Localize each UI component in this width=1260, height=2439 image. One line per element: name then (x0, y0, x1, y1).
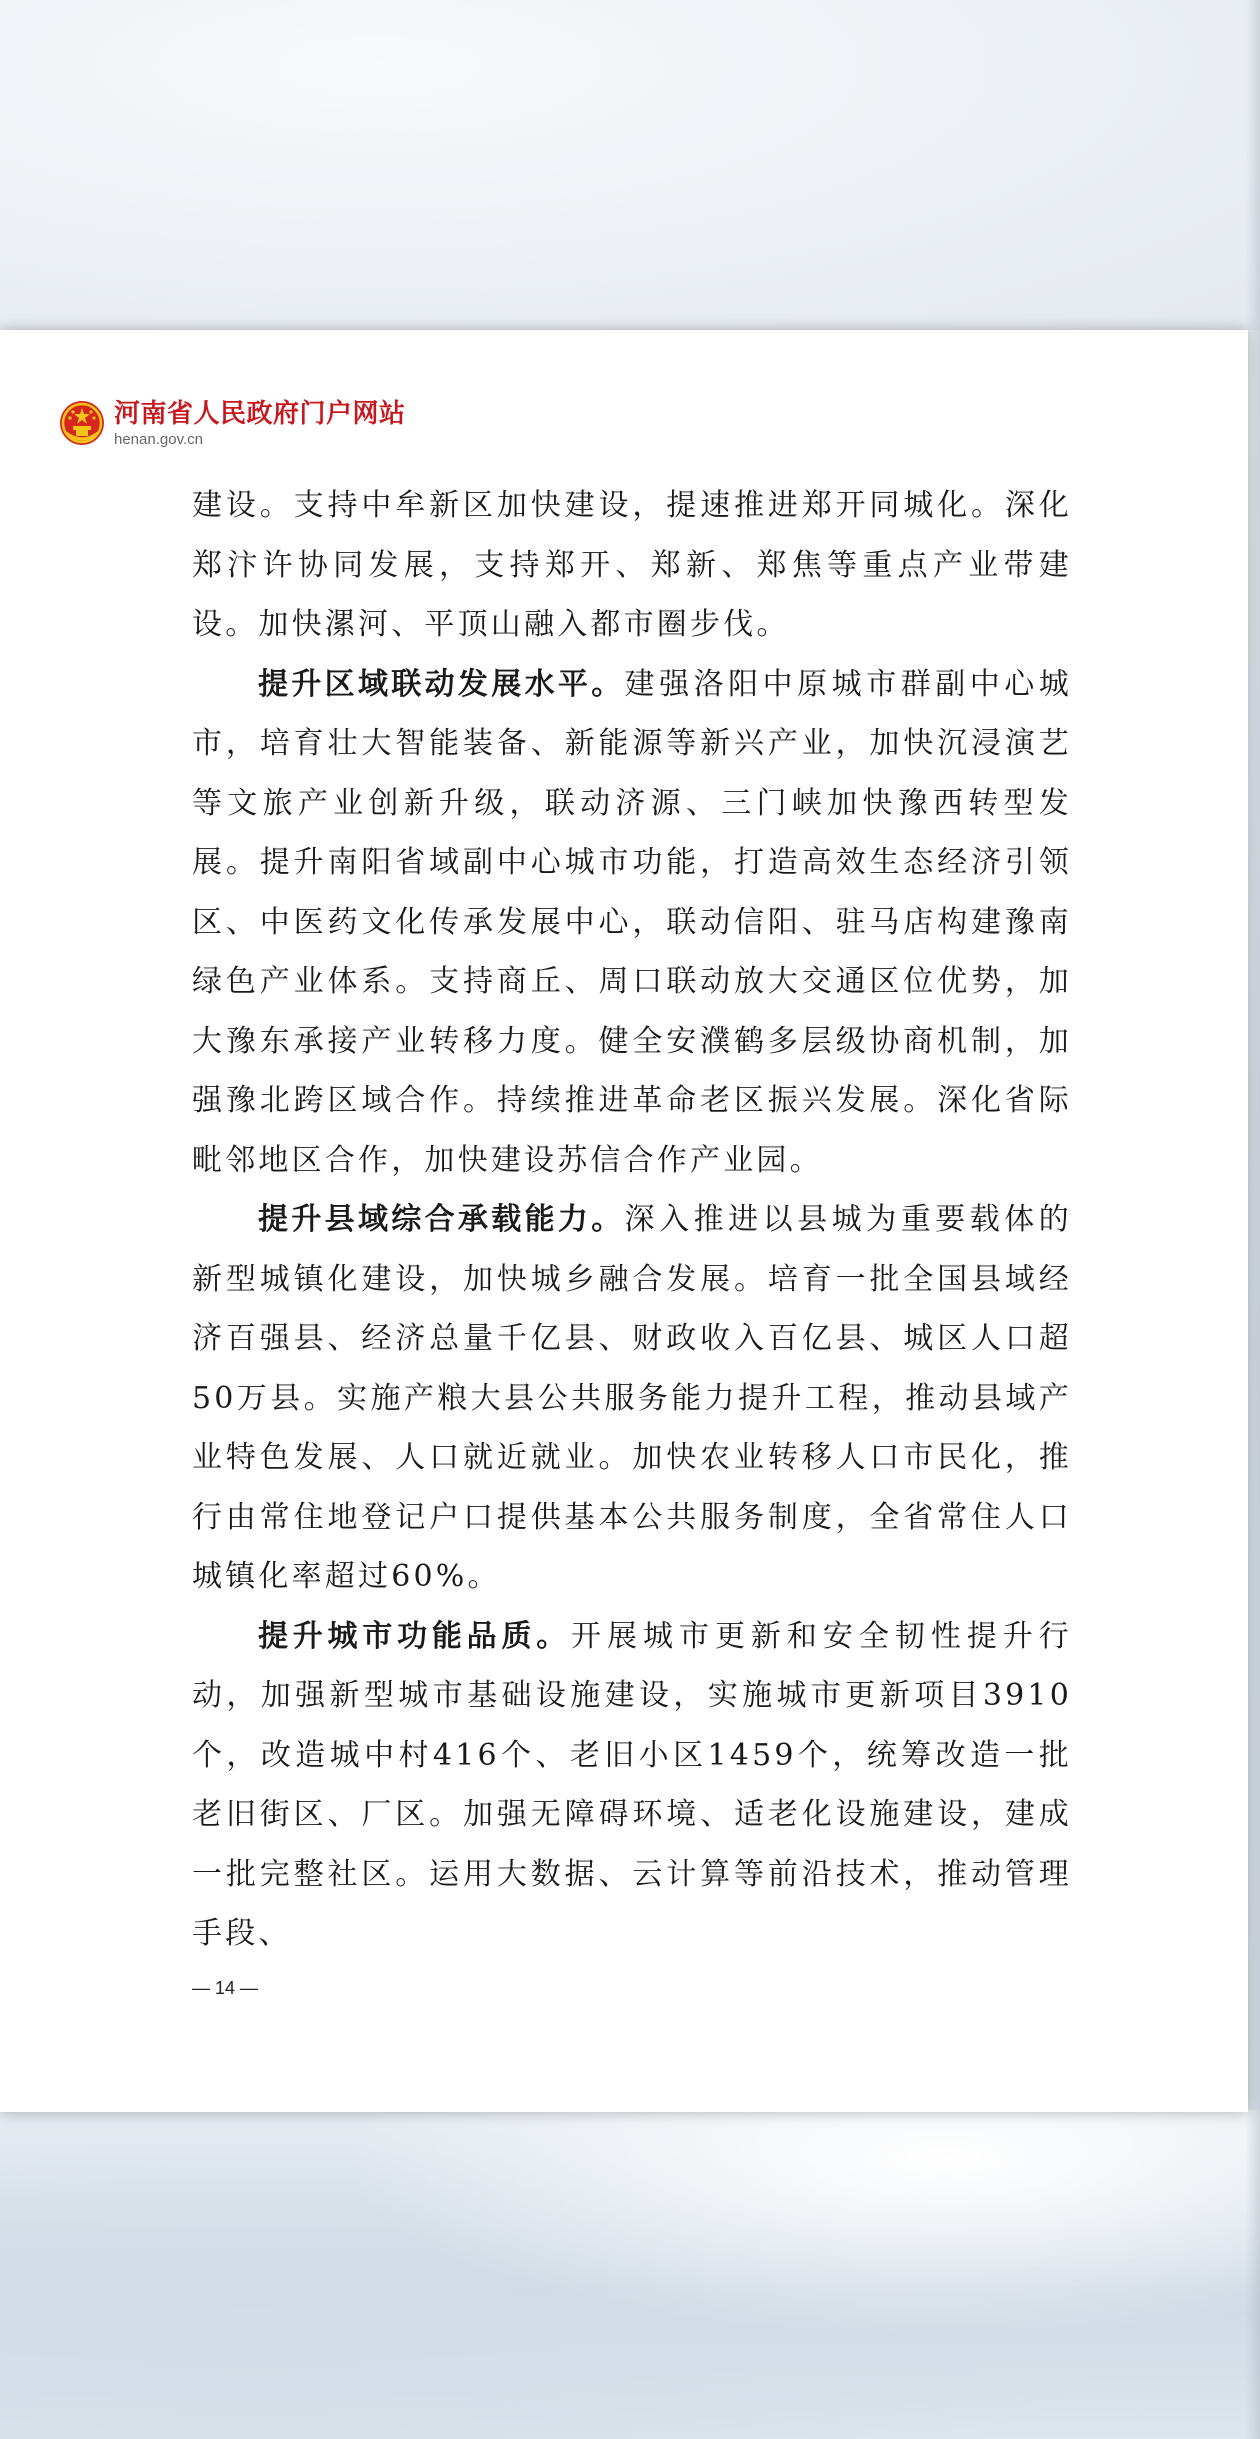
right-edge-shadow (1246, 0, 1260, 2439)
site-domain: henan.gov.cn (114, 430, 203, 448)
document-page[interactable] (0, 330, 1248, 2112)
paragraph-heading: 提升县域综合承载能力。 (258, 1202, 625, 1237)
background-bottom (0, 2110, 1260, 2439)
paragraph (192, 655, 1072, 1191)
paragraph (192, 476, 1072, 655)
paragraph-text: 深入推进以县城为重要载体的新型城镇化建设，加快城乡融合发展。培育一批全国县域经济百强县、经济总量千亿县、财政收入百亿县、城区人口超50万县。实施产粮大县公共服务能力提升工程，推动县域产业特色发展、人口就近就业。加快农业转移人口市民化，推行由常住地登记户口提供基本公共服务制度，全省常住人口城镇化率超过60%。 (192, 1202, 1073, 1594)
site-header[interactable] (58, 393, 406, 453)
paragraph-heading: 提升区域联动发展水平。 (258, 666, 625, 702)
background-top (0, 0, 1260, 330)
site-name[interactable]: 河南省人民政府门户网站 (114, 398, 406, 429)
paragraph (192, 1190, 1072, 1607)
paragraph (192, 1607, 1072, 1964)
paragraph-text: 建强洛阳中原城市群副中心城市，培育壮大智能装备、新能源等新兴产业，加快沉浸演艺等文旅产业创新升级，联动济源、三门峡加快豫西转型发展。提升南阳省域副中心城市功能，打造高效生态经济引领区、中医药文化传承发展中心，联动信阳、驻马店构建豫南绿色产业体系。支持商丘、周口联动放大交通区位优势，加大豫东承接产业转移力度。健全安濮鹤多层级协商机制，加强豫北跨区域合作。持续推进革命老区振兴发展。深化省际毗邻地区合作，加快建设苏信合作产业园。 (192, 666, 1073, 1178)
page-number: — 14 — (192, 1978, 259, 1998)
national-emblem-icon (58, 399, 106, 447)
site-branding (114, 398, 406, 449)
document-body (192, 476, 1072, 1964)
paragraph-text: 建设。支持中牟新区加快建设，提速推进郑开同城化。深化郑汴许协同发展，支持郑开、郑新、郑焦等重点产业带建设。加快漯河、平顶山融入都市圈步伐。 (192, 488, 1072, 642)
paragraph-text: 开展城市更新和安全韧性提升行动，加强新型城市基础设施建设，实施城市更新项目3910个，改造城中村416个、老旧小区1459个，统筹改造一批老旧街区、厂区。加强无障碍环境、适老化设施建设，建成一批完整社区。运用大数据、云计算等前沿技术，推动管理手段、 (192, 1618, 1072, 1951)
paragraph-heading: 提升城市功能品质。 (258, 1618, 572, 1654)
